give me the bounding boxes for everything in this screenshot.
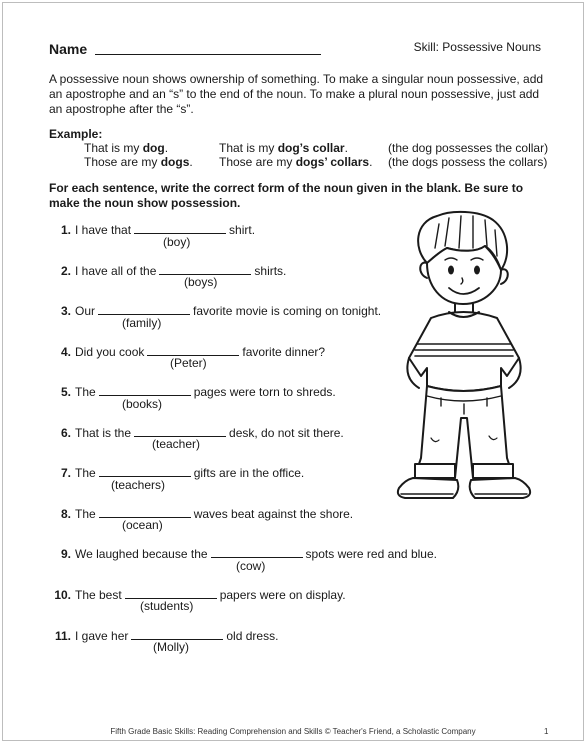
skill-label: Skill: Possessive Nouns [413, 40, 541, 54]
question-8: 8. The waves beat against the shore. [60, 507, 354, 521]
example-plural-possessive: Those are my dogs’ collars. [219, 155, 373, 169]
answer-blank[interactable] [125, 587, 217, 599]
noun-hint: (Molly) [153, 640, 189, 654]
question-11: 11. I gave her old dress. [54, 629, 279, 643]
question-5: 5. The pages were torn to shreds. [60, 385, 336, 399]
page-number: 1 [544, 727, 549, 736]
answer-blank[interactable] [99, 506, 191, 518]
answer-blank[interactable] [99, 465, 191, 477]
boy-face [427, 246, 501, 304]
question-1: 1. I have that shirt. [60, 223, 256, 237]
example-explanation: (the dog possesses the collar) [388, 141, 549, 155]
answer-blank[interactable] [134, 425, 226, 437]
name-field-line[interactable] [95, 40, 321, 55]
example-singular-possessive: That is my dog’s collar. [219, 141, 348, 155]
answer-blank[interactable] [159, 263, 251, 275]
instructions: For each sentence, write the correct form of the noun given in the blank. Be sure to make the noun show possession. [49, 181, 524, 210]
noun-hint: (teachers) [111, 478, 166, 492]
boy-shoes [398, 478, 530, 498]
noun-hint: (boy) [163, 235, 191, 249]
boy-shirt [409, 312, 519, 391]
answer-blank[interactable] [211, 546, 303, 558]
noun-hint: (family) [122, 316, 162, 330]
answer-blank[interactable] [99, 384, 191, 396]
boy-illustration [391, 208, 537, 538]
answer-blank[interactable] [134, 222, 226, 234]
answer-blank[interactable] [98, 303, 190, 315]
noun-hint: (Peter) [170, 356, 207, 370]
question-10: 10. The best papers were on display. [54, 588, 346, 602]
noun-hint: (boys) [184, 275, 218, 289]
answer-blank[interactable] [131, 628, 223, 640]
noun-hint: (cow) [236, 559, 266, 573]
noun-hint: (students) [140, 599, 194, 613]
worksheet-page [2, 2, 584, 741]
footer-credit: Fifth Grade Basic Skills: Reading Comprehension and Skills © Teacher's Friend, a Scholastic Company [110, 727, 476, 736]
question-7: 7. The gifts are in the office. [60, 466, 305, 480]
question-6: 6. That is the desk, do not sit there. [60, 426, 344, 440]
name-row [49, 40, 321, 57]
answer-blank[interactable] [147, 344, 239, 356]
name-label: Name [49, 41, 88, 57]
intro-paragraph: A possessive noun shows ownership of something. To make a singular noun possessive, add an apostrophe and an “s” to the end of the noun. To make a plural noun possessive, just add an apostrophe after the “s”. [49, 72, 544, 116]
example-plural: Those are my dogs. [84, 155, 193, 169]
question-2: 2. I have all of the shirts. [60, 264, 287, 278]
question-9: 9. We laughed because the spots were red and blue. [60, 547, 437, 561]
noun-hint: (ocean) [122, 518, 163, 532]
noun-hint: (books) [122, 397, 163, 411]
question-4: 4. Did you cook favorite dinner? [60, 345, 326, 359]
question-3: 3. Our favorite movie is coming on tonight. [60, 304, 382, 318]
example-singular: That is my dog. [84, 141, 169, 155]
example-heading: Example: [49, 127, 103, 141]
noun-hint: (teacher) [152, 437, 201, 451]
example-explanation: (the dogs possess the collars) [388, 155, 548, 169]
